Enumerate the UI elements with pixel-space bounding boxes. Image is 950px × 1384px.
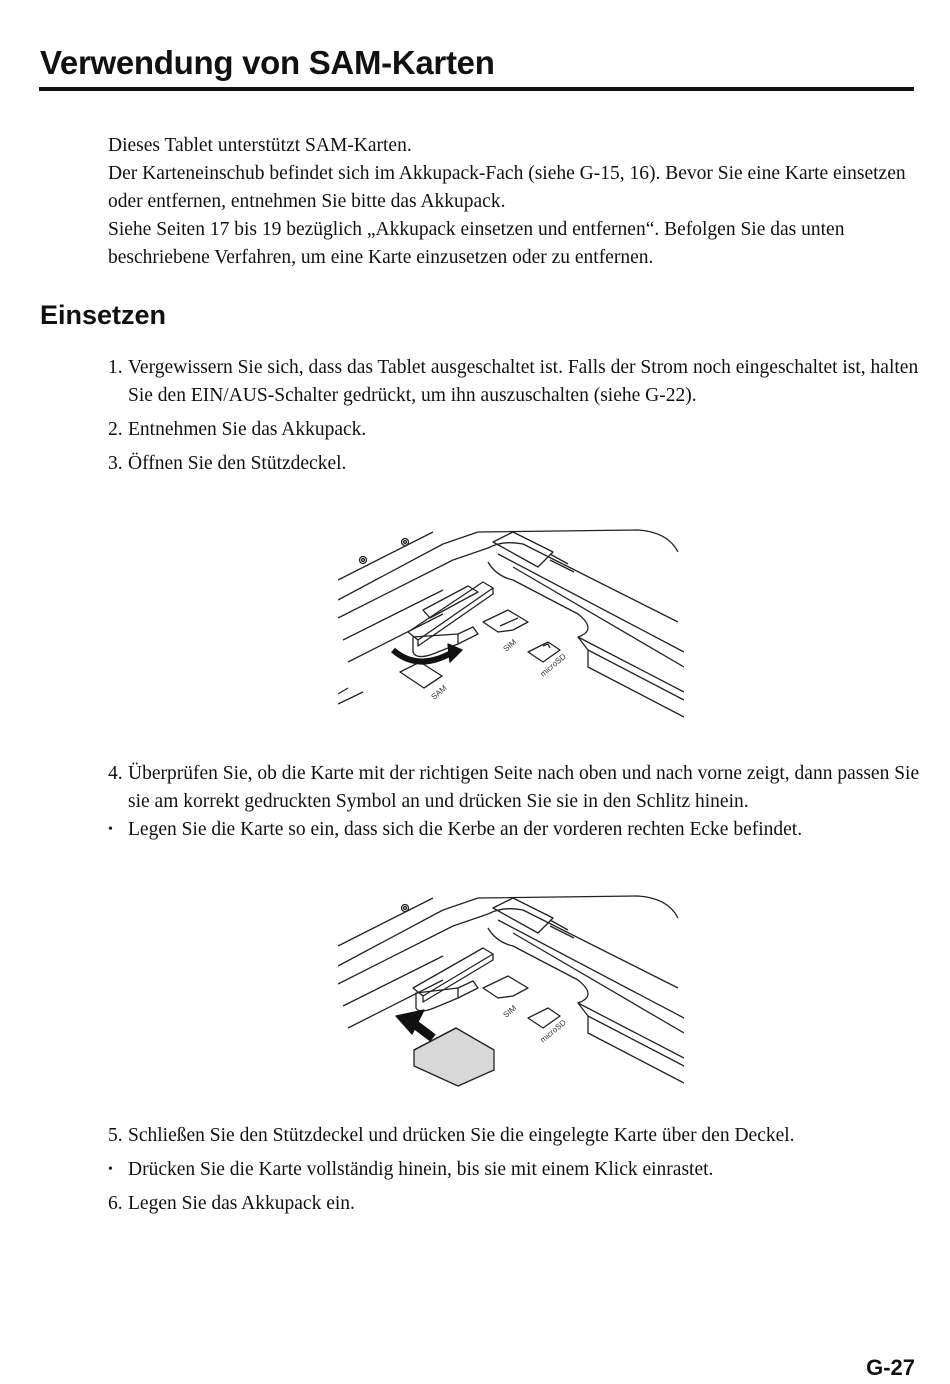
- intro-line-1: Dieses Tablet unterstützt SAM-Karten.: [108, 135, 412, 156]
- step-text: Überprüfen Sie, ob die Karte mit der richtigen Seite nach oben und nach vorne zeigt, dann passen Sie sie am korrekt gedruckten Symbol an und drücken Sie sie in den Schlitz hinein.: [128, 763, 920, 812]
- step-1: [108, 354, 923, 410]
- page-number: G-27: [866, 1355, 915, 1380]
- steps-group-2: [108, 760, 923, 850]
- sam-label: SAM: [429, 683, 449, 702]
- microsd-label: microSD: [538, 651, 568, 679]
- step-4-note: [108, 816, 923, 844]
- title-rule: [39, 87, 914, 91]
- cover-rotation-arrow: [393, 644, 462, 662]
- step-marker: 5.: [108, 1125, 123, 1146]
- section-title: Einsetzen: [40, 300, 167, 330]
- step-2: [108, 416, 923, 444]
- tablet-housing: [338, 530, 684, 717]
- sim-slot: [483, 610, 528, 632]
- step-marker: 2.: [108, 419, 123, 440]
- step-text: Entnehmen Sie das Akkupack.: [128, 419, 367, 440]
- step-5: [108, 1122, 923, 1150]
- step-text: Legen Sie die Karte so ein, dass sich die Kerbe an der vorderen rechten Ecke befindet.: [128, 819, 803, 840]
- step-text: Vergewissern Sie sich, dass das Tablet ausgeschaltet ist. Falls der Strom noch eingeschaltet ist, halten Sie den EIN/AUS-Schalter gedrückt, um ihn auszuschalten (siehe G-22).: [128, 357, 919, 406]
- microsd-label: microSD: [538, 1017, 568, 1045]
- intro-line-2: Der Karteneinschub befindet sich im Akkupack-Fach (siehe G-15, 16). Bevor Sie eine Karte einsetzen oder entfernen, entnehmen Sie bitte das Akkupack.: [108, 163, 906, 212]
- sim-label: SIM: [501, 1003, 519, 1020]
- insert-arrow: [396, 1010, 433, 1038]
- step-3: [108, 450, 923, 478]
- step-4: [108, 760, 923, 816]
- bullet-marker: •: [108, 1162, 113, 1177]
- step-5-note: [108, 1156, 923, 1184]
- figure-open-cover: [338, 522, 684, 724]
- steps-group-1: [108, 354, 923, 484]
- step-text: Schließen Sie den Stützdeckel und drücken Sie die eingelegte Karte über den Deckel.: [128, 1125, 795, 1146]
- step-marker: 1.: [108, 357, 123, 378]
- step-marker: 4.: [108, 763, 123, 784]
- step-marker: 3.: [108, 453, 123, 474]
- sim-slot: [483, 976, 528, 998]
- sim-label: SIM: [501, 637, 519, 654]
- page-title: Verwendung von SAM-Karten: [40, 44, 495, 81]
- intro-line-3: Siehe Seiten 17 bis 19 bezüglich „Akkupack einsetzen und entfernen“. Befolgen Sie das unten beschriebene Verfahren, um eine Karte einzusetzen oder zu entfernen.: [108, 219, 845, 268]
- tablet-housing: [338, 896, 684, 1083]
- bullet-marker: •: [108, 822, 113, 837]
- support-cover: [413, 948, 493, 1011]
- step-text: Legen Sie das Akkupack ein.: [128, 1193, 355, 1214]
- step-text: Drücken Sie die Karte vollständig hinein, bis sie mit einem Klick einrastet.: [128, 1159, 714, 1180]
- step-marker: 6.: [108, 1193, 123, 1214]
- step-text: Öffnen Sie den Stützdeckel.: [128, 453, 347, 474]
- sam-slot: [400, 662, 442, 688]
- figure-insert-card: [338, 888, 684, 1088]
- step-6: [108, 1190, 923, 1218]
- steps-group-3: [108, 1122, 923, 1224]
- intro-text: [108, 132, 918, 272]
